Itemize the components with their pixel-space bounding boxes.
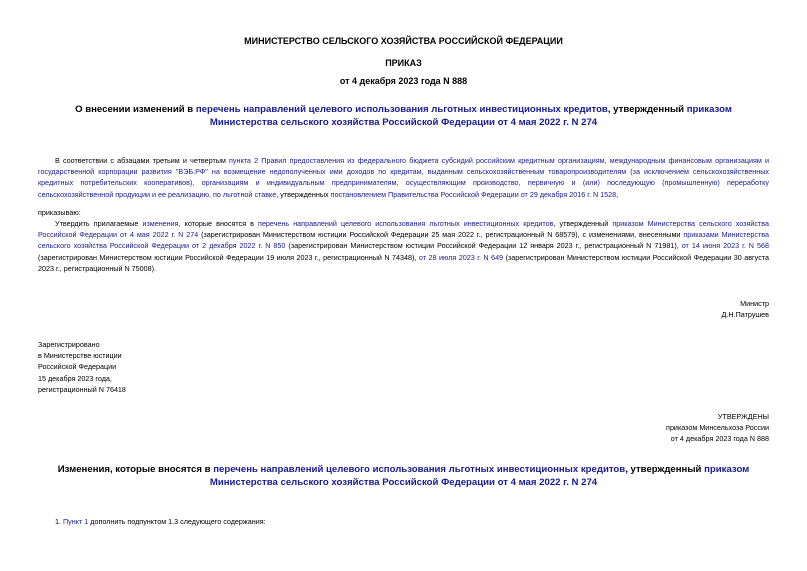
body-link-order-850[interactable]: приказами Министерства сельского хозяйства Российской Федерации от 2 декабря 2022 г. N 850 [38,230,769,251]
body-text: (зарегистрирован Министерством юстиции Российской Федерации 25 мая 2022 г., регистрационный N 68579), с изменениями, внесенными [198,230,684,240]
body-text: , которые вносятся в [178,219,259,228]
registration-line: Зарегистрировано [38,340,100,349]
preamble-link-resolution[interactable]: постановлением Правительства Российской Федерации от 29 декабря 2016 г. N 1528 [330,189,617,199]
document-date: от 4 декабря 2023 года N 888 [339,76,468,86]
approval-line: приказом Минсельхоза России [666,423,769,433]
title-link-list[interactable]: перечень направлений целевого использования льготных инвестиционных кредитов [195,104,608,115]
item-number: 1. [55,517,63,526]
body-text: (зарегистрирован Министерством юстиции Российской Федерации 12 января 2023 г., регистрационный N 71981), [285,241,682,251]
signature-block [722,298,769,320]
body-text: (зарегистрирован Министерством юстиции Российской Федерации 19 июля 2023 г., регистрационный N 74348), [38,252,419,262]
changes-title-text: , утвержденный [625,464,705,475]
order-word: приказываю: [38,208,81,217]
signature-name: Д.Н.Патрушев [721,310,769,320]
title-link-order[interactable]: приказом Министерства сельского хозяйства Российской Федерации от 4 мая 2022 г. N 274 [209,104,732,128]
preamble-paragraph [38,155,769,200]
document-type: ПРИКАЗ [385,58,422,68]
preamble-text: В соответствии с абзацами третьим и четвертым [55,156,230,165]
item-1-link[interactable]: Пункт 1 [63,517,89,526]
body-link-order-649[interactable]: от 28 июля 2023 г. N 649 [418,252,504,262]
changes-title-text: Изменения, которые вносятся в [57,464,214,475]
changes-title-link-list[interactable]: перечень направлений целевого использования льготных инвестиционных кредитов [213,464,626,475]
body-link-order-274[interactable]: приказом Министерства сельского хозяйства Российской Федерации от 4 мая 2022 г. N 274 [38,219,770,240]
body-link-order-568[interactable]: от 14 июня 2023 г. N 568 [681,241,769,251]
body-text: (зарегистрирован Министерством юстиции Российской Федерации 30 августа 2023 г., регистрационный N 75008). [38,252,769,273]
body-paragraph [38,218,769,274]
approval-block [666,411,769,445]
preamble-text: , утвержденных [276,189,331,199]
changes-title-link-order[interactable]: приказом Министерства сельского хозяйства Российской Федерации от 4 мая 2022 г. N 274 [209,464,750,488]
registration-line: 15 декабря 2023 года, [38,373,112,383]
preamble-text: , [616,189,619,199]
document-title [40,103,767,129]
title-text: , утвержденный [607,104,687,115]
registration-line: Российской Федерации [38,362,117,372]
registration-block [38,339,126,395]
item-1 [55,516,266,527]
item-text: дополнить подпунктом 1.3 следующего содержания: [88,517,266,526]
body-text: , утвержденный [553,219,613,228]
changes-title [40,463,767,489]
registration-line: регистрационный N 76418 [38,384,126,394]
approval-line: УТВЕРЖДЕНЫ [717,412,769,421]
registration-line: в Министерстве юстиции [38,351,122,361]
body-link-changes[interactable]: изменения [142,219,179,228]
signature-role: Министр [740,299,769,308]
body-text: Утвердить прилагаемые [55,219,143,228]
ministry-heading: МИНИСТЕРСТВО СЕЛЬСКОГО ХОЗЯЙСТВА РОССИЙСКОЙ ФЕДЕРАЦИИ [244,36,563,46]
body-link-list[interactable]: перечень направлений целевого использования льготных инвестиционных кредитов [258,219,554,228]
approval-line: от 4 декабря 2023 года N 888 [670,434,769,444]
title-text: О внесении изменений в [75,104,196,115]
preamble-link-rules[interactable]: пункта 2 Правил предоставления из федерального бюджета субсидий российским кредитным организациям, международным финансовым организациям и государственной корпорации развития "ВЭБ.РФ" на возмещение недополученных ими доходов по кредитам, выданным сельскохозяйственным товаропроизводителям (за исключением сельскохозяйственных кредитных потребительских кооперативов), организациям и индивидуальным предпринимателям, осуществляющим производство, первичную и (или) последующую (промышленную) переработку сельскохозяйственной продукции и ее реализацию, по льготной ставке [38,156,769,199]
